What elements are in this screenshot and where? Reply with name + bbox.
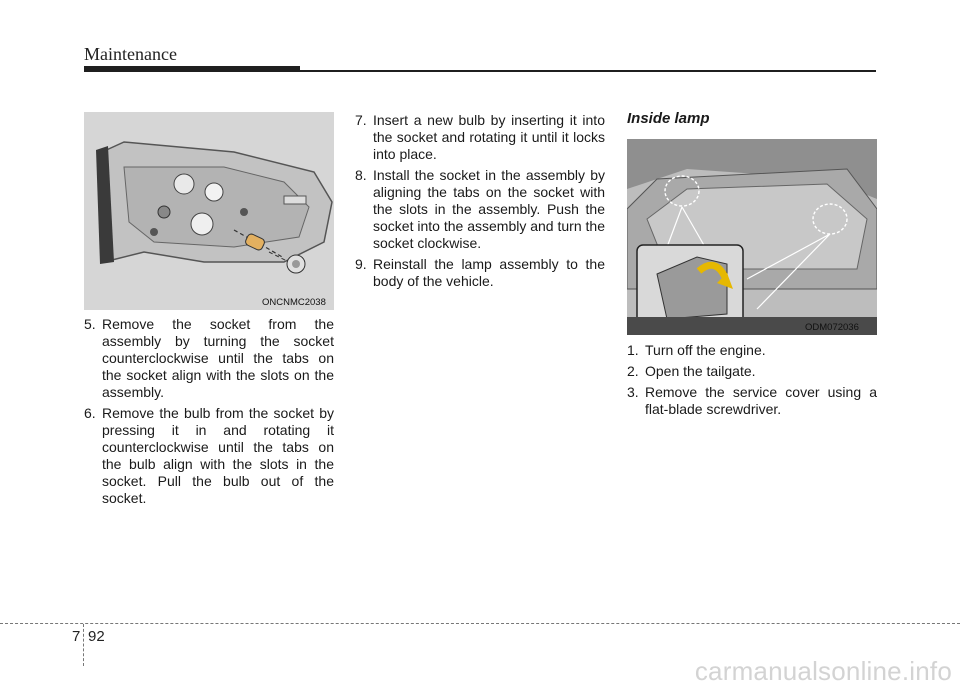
step-2-text: Open the tailgate. [645, 363, 756, 379]
tail-lamp-illustration [84, 112, 334, 310]
step-3-text: Remove the service cover using a flat-blade screwdriver. [645, 384, 877, 417]
step-8 [355, 167, 605, 252]
watermark: carmanualsonline.info [694, 656, 952, 686]
step-3 [627, 384, 877, 418]
step-1-text: Turn off the engine. [645, 342, 766, 358]
tailgate-figure [627, 139, 877, 335]
step-7-text: Insert a new bulb by inserting it into the socket and rotating it until it locks into place. [373, 112, 605, 162]
step-5-text: Remove the socket from the assembly by turning the socket counterclockwise until the tabs on the socket align with the slots on the assembly. [102, 316, 334, 400]
step-9 [355, 256, 605, 290]
step-6 [84, 405, 334, 507]
step-5 [84, 316, 334, 401]
step-8-number: 8. [355, 167, 367, 183]
step-6-number: 6. [84, 405, 96, 421]
page-header-title: Maintenance [84, 44, 177, 64]
middle-column [355, 112, 605, 294]
step-6-text: Remove the bulb from the socket by pressing it in and rotating it counterclockwise until the tabs on the bulb align with the slots in the socket. Pull the bulb out of the socket. [102, 405, 334, 506]
figure-code-right: ODM072036 [805, 322, 859, 333]
tail-lamp-figure [84, 112, 334, 310]
header-rule-thin [300, 70, 876, 72]
chapter-number: 7 [72, 628, 81, 645]
step-2-number: 2. [627, 363, 639, 379]
page-number: 92 [88, 628, 105, 645]
tailgate-illustration [627, 139, 877, 335]
step-2 [627, 363, 877, 380]
step-7-number: 7. [355, 112, 367, 128]
step-1 [627, 342, 877, 359]
step-3-number: 3. [627, 384, 639, 400]
header-rule-thick [84, 66, 300, 72]
step-9-number: 9. [355, 256, 367, 272]
inside-lamp-heading: Inside lamp [627, 110, 710, 127]
left-column [84, 316, 334, 511]
step-1-number: 1. [627, 342, 639, 358]
figure-code-left: ONCNMC2038 [262, 297, 326, 308]
step-5-number: 5. [84, 316, 96, 332]
right-column [627, 342, 877, 422]
step-8-text: Install the socket in the assembly by aligning the tabs on the socket with the slots in the assembly. Push the socket into the assembly and turn the socket clockwise. [373, 167, 605, 251]
footer-dashed-rule [0, 623, 960, 624]
step-9-text: Reinstall the lamp assembly to the body of the vehicle. [373, 256, 605, 289]
step-7 [355, 112, 605, 163]
footer-vertical-dash [83, 624, 84, 666]
